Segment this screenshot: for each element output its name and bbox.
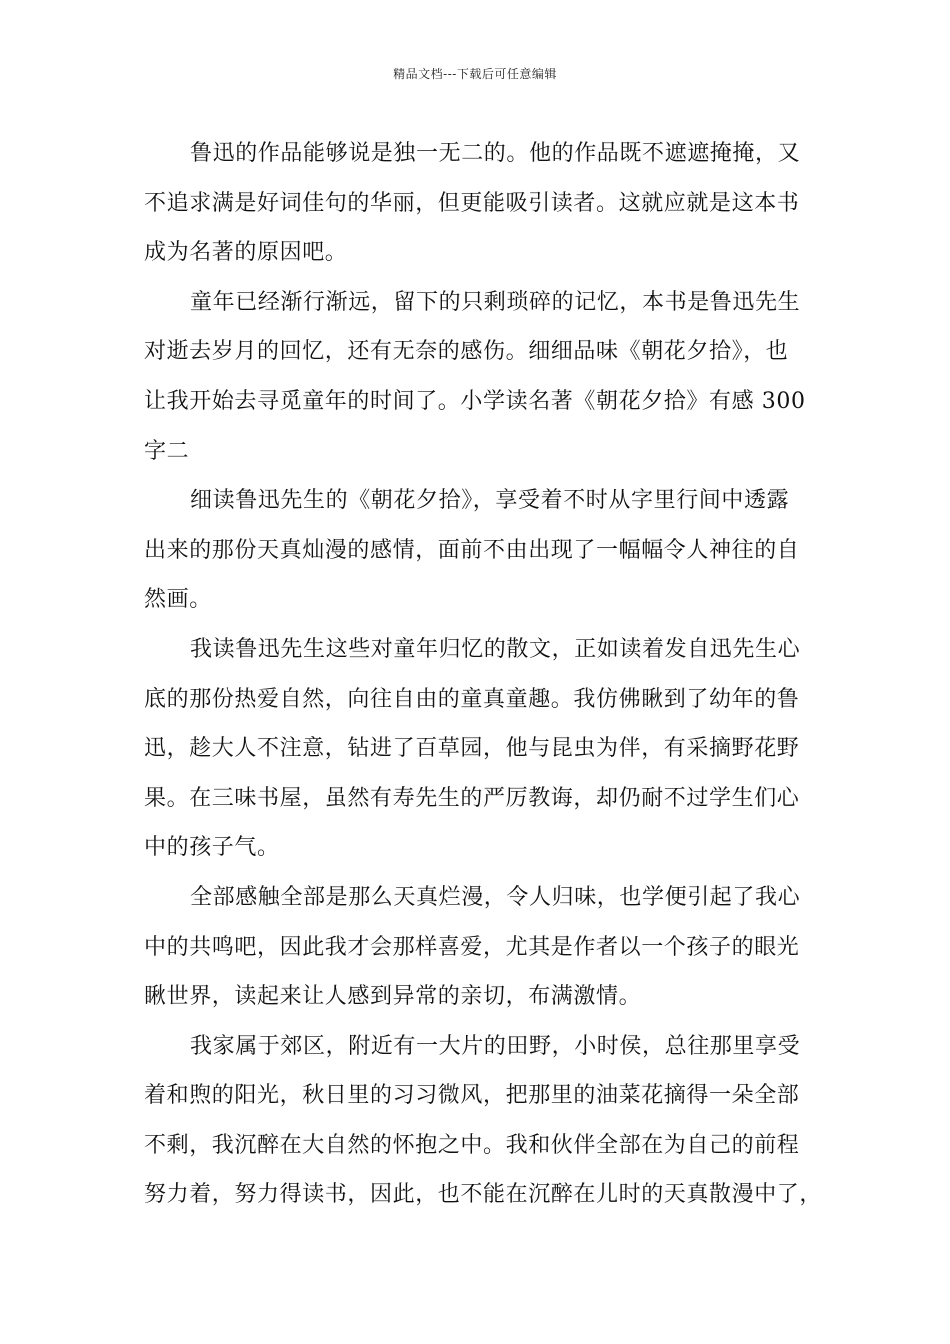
paragraph-1: [144, 129, 806, 278]
paragraph-4: [144, 625, 806, 873]
text-line: 不剩，我沉醉在大自然的怀抱之中。我和伙伴全部在为自己的前程: [144, 1132, 800, 1158]
text-line: 中的孩子气。: [144, 835, 280, 861]
text-line: 努力着，努力得读书，因此，也不能在沉醉在儿时的天真散漫中了，: [144, 1182, 823, 1208]
text-line: 不追求满是好词佳句的华丽，但更能吸引读者。这就应就是这本书: [144, 190, 800, 216]
text-line: 字二: [144, 438, 190, 464]
paragraph-3: [144, 476, 806, 625]
text-line: 果。在三味书屋，虽然有寿先生的严厉教诲，却仍耐不过学生们心: [144, 785, 800, 811]
text-line: 让我开始去寻觅童年的时间了。小学读名著《朝花夕拾》有感 300: [144, 388, 806, 414]
text-line: 底的那份热爱自然，向往自由的童真童趣。我仿佛瞅到了幼年的鲁: [144, 686, 800, 712]
text-line: 我家属于郊区，附近有一大片的田野，小时侯，总往那里享受: [190, 1033, 801, 1059]
text-line: 鲁迅的作品能够说是独一无二的。他的作品既不遮遮掩掩，又: [190, 141, 801, 166]
text-line: 瞅世界，读起来让人感到异常的亲切，布满激情。: [144, 984, 642, 1010]
text-line: 成为名著的原因吧。: [144, 240, 348, 266]
text-line: 迅，趁大人不注意，钻进了百草园，他与昆虫为伴，有采摘野花野: [144, 736, 800, 762]
paragraph-2: [144, 278, 806, 476]
paragraph-5: [144, 873, 806, 1022]
body-text: [144, 129, 823, 1220]
text-line: 然画。: [144, 587, 212, 613]
text-line: 童年已经渐行渐远，留下的只剩琐碎的记忆，本书是鲁迅先生: [190, 289, 801, 315]
text-line: 我读鲁迅先生这些对童年归忆的散文，正如读着发自迅先生心: [190, 636, 801, 662]
text-line: 着和煦的阳光，秋日里的习习微风，把那里的油菜花摘得一朵全部: [144, 1083, 800, 1109]
text-line: 出来的那份天真灿漫的感情，面前不由出现了一幅幅令人神往的自: [144, 537, 800, 563]
text-line: 中的共鸣吧，因此我才会那样喜爱，尤其是作者以一个孩子的眼光: [144, 934, 800, 960]
text-line: 全部感触全部是那么天真烂漫，令人归味，也学便引起了我心: [190, 884, 801, 910]
page-header: 精品文档---下载后可任意编辑: [393, 67, 557, 81]
paragraph-6: [144, 1022, 823, 1220]
text-line: 细读鲁迅先生的《朝花夕拾》，享受着不时从字里行间中透露: [190, 488, 790, 514]
text-line: 对逝去岁月的回忆，还有无奈的感伤。细细品味《朝花夕拾》，也: [144, 339, 789, 365]
